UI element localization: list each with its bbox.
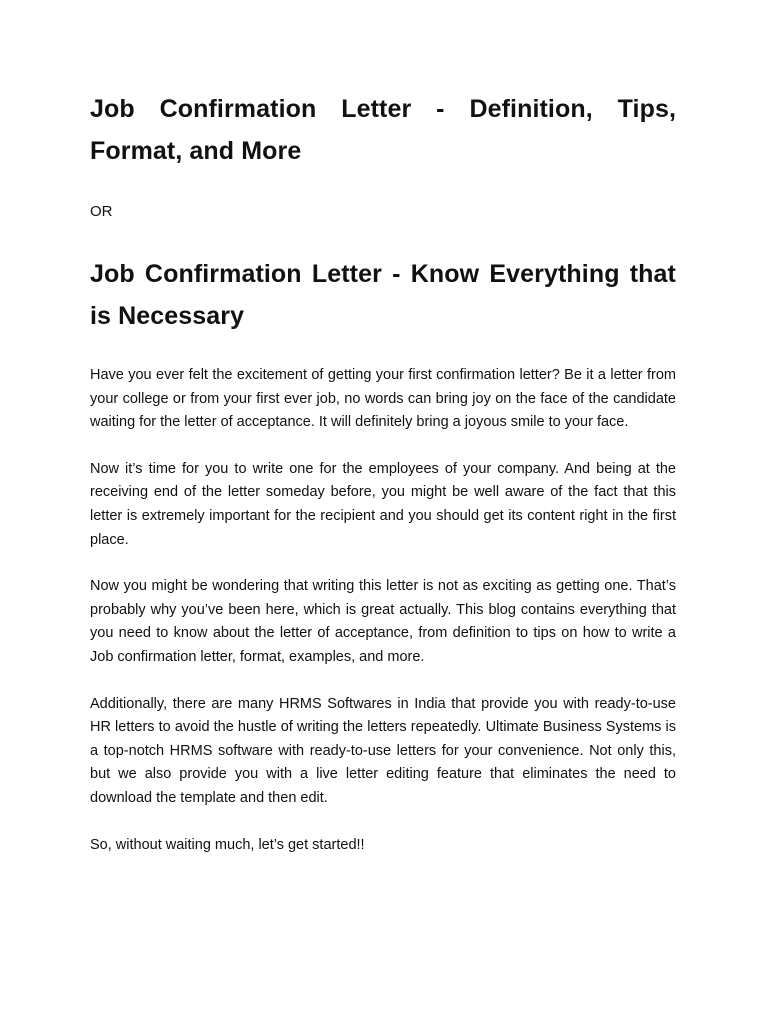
- paragraph: Now it’s time for you to write one for the employees of your company. And being at the receiving end of the letter someday before, you might be well aware of the fact that this letter is extremely important for the recipient and you should get its content right in the first place.: [90, 460, 676, 548]
- closing-line: So, without waiting much, let’s get started!!: [90, 836, 365, 853]
- paragraph: Have you ever felt the excitement of getting your first confirmation letter? Be it a letter from your college or from your first ever job, no words can bring joy on the face of the candidate waiting for the letter of acceptance. It will definitely bring a joyous smile to your face.: [90, 367, 676, 431]
- document-page: [90, 88, 676, 857]
- paragraph: Additionally, there are many HRMS Softwares in India that provide you with ready-to-use HR letters to avoid the hustle of writing the letters repeatedly. Ultimate Business Systems is a top-notch HRMS software with ready-to-use letters for your convenience. Not only this, but we also provide you with a live letter editing feature that eliminates the need to download the template and then edit.: [90, 695, 676, 806]
- paragraph: Now you might be wondering that writing this letter is not as exciting as getting one. That’s probably why you’ve been here, which is great actually. This blog contains everything that you need to know about the letter of acceptance, from definition to tips on how to write a Job confirmation letter, format, examples, and more.: [90, 578, 676, 665]
- or-separator: OR: [90, 203, 113, 220]
- document-title: Job Confirmation Letter - Definition, Tips, Format, and More: [90, 95, 676, 165]
- alternate-title: Job Confirmation Letter - Know Everything that is Necessary: [90, 260, 676, 330]
